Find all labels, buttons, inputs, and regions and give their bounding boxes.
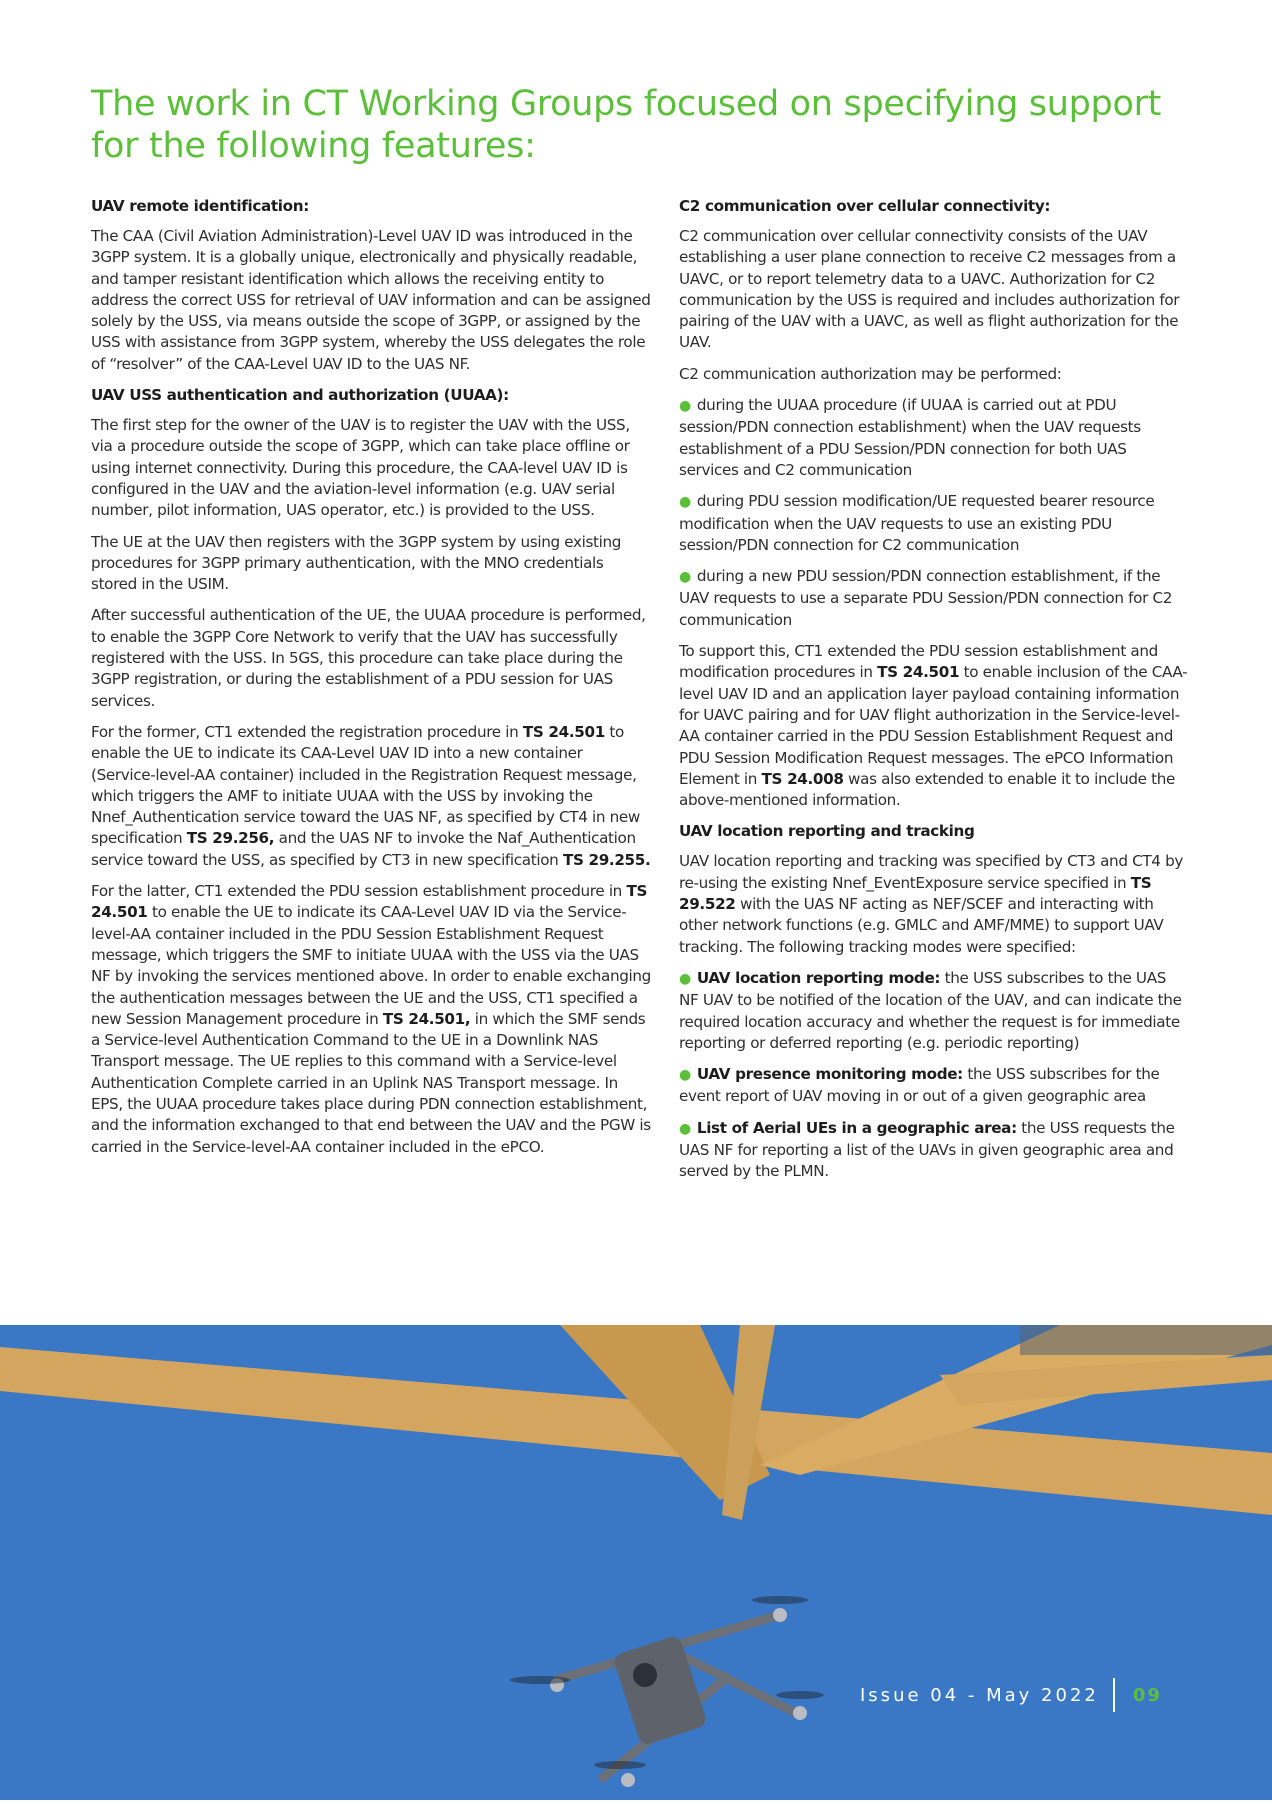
- text-run: The UE at the UAV then registers with the 3GPP system by using existing procedures for 3GPP primary authentication, with the MNO credentials stored in the USIM.: [91, 532, 622, 594]
- text-run: the USS requests the UAS NF for reporting a list of the UAVs in given geographic area and served by the PLMN.: [679, 1118, 1175, 1181]
- c2-lead: C2 communication authorization may be performed:: [679, 364, 1062, 383]
- text-run: For the former, CT1 extended the registration procedure in: [91, 722, 523, 741]
- location-intro: [679, 851, 1189, 957]
- c2-support: [679, 641, 1189, 811]
- spec-reference: TS 24.501,: [382, 1009, 471, 1028]
- bullet-item: [679, 1064, 1189, 1108]
- left-column: [91, 196, 651, 1168]
- text-run: the USS subscribes for the event report of UAV moving in or out of a given geographic area: [679, 1065, 1160, 1106]
- text-run: was also extended to enable it to include the above-mentioned information.: [679, 769, 1176, 810]
- bullet-dot-icon: ●: [679, 494, 691, 511]
- text-run: during the UUAA procedure (if UUAA is carried out at PDU session/PDN connection establishment) when the UAV requests establishment of a PDU Session/PDN connection for both UAS services and C2 communication: [679, 396, 1141, 479]
- spec-reference: TS 29.256,: [186, 829, 275, 848]
- bullet-item: [679, 968, 1189, 1054]
- issue-label: Issue 04 - May 2022: [860, 1684, 1099, 1706]
- text-run: UAV location reporting and tracking was specified by CT3 and CT4 by re-using the existing Nnef_EventExposure service specified in: [679, 852, 1183, 892]
- bullet-item: [679, 566, 1189, 631]
- c2-intro: C2 communication over cellular connectivity consists of the UAV establishing a user plane connection to receive C2 messages from a UAVC, or to report telemetry data to a UAVC. Authorization for C2 communication by the USS is required and includes authorization for pairing of the UAV with a UAVC, as well as flight authorization for the UAV.: [679, 227, 1180, 352]
- heading-uuaa: UAV USS authentication and authorization (UUAA):: [91, 386, 509, 405]
- spec-reference: TS 24.501: [522, 722, 605, 741]
- drone-photo-illustration: [0, 1325, 1272, 1800]
- spec-reference: List of Aerial UEs in a geographic area:: [696, 1118, 1017, 1137]
- bullet-dot-icon: ●: [679, 398, 691, 415]
- text-run: After successful authentication of the UE, the UUAA procedure is performed, to enable the 3GPP Core Network to verify that the UAV has successfully registered with the USS. In 5GS, this procedure can take place during the 3GPP registration, or during the establishment of a PDU session for UAS services.: [91, 606, 646, 710]
- text-run: For the latter, CT1 extended the PDU session establishment procedure in: [91, 882, 627, 901]
- footer-divider: [1113, 1678, 1115, 1712]
- text-run: in which the SMF sends a Service-level Authentication Command to the UE in a Downlink NAS Transport message. The UE replies to this command with a Service-level Authentication Complete carried in an Uplink NAS Transport message. In EPS, the UUAA procedure takes place during PDN connection establishment, and the information exchanged to that end between the UAV and the PGW is carried in the Service-level-AA container included in the ePCO.: [91, 1009, 651, 1156]
- paragraph: [91, 605, 651, 711]
- page-footer: [860, 1677, 1162, 1713]
- text-run: The first step for the owner of the UAV is to register the UAV with the USS, via a procedure outside the scope of 3GPP, which can take place offline or using internet connectivity. During this procedure, the CAA-level UAV ID is configured in the UAV and the aviation-level information (e.g. UAV serial number, pilot information, UAS operator, etc.) is provided to the USS.: [91, 416, 630, 520]
- text-run: during a new PDU session/PDN connection establishment, if the UAV requests to use a separate PDU Session/PDN connection for C2 communication: [679, 567, 1173, 629]
- spec-reference: TS 29.522: [679, 873, 1152, 914]
- text-run: with the UAS NF acting as NEF/SCEF and interacting with other network functions (e.g. GMLC and AMF/MME) to support UAV tracking. The following tracking modes were specified:: [679, 895, 1164, 956]
- text-run: during PDU session modification/UE requested bearer resource modification when the UAV requests to use an existing PDU session/PDN connection for C2 communication: [679, 492, 1155, 554]
- paragraph: [91, 881, 651, 1158]
- page-number: 09: [1132, 1684, 1162, 1706]
- page-title: The work in CT Working Groups focused on specifying support for the following features:: [91, 84, 1162, 166]
- right-column: [679, 196, 1189, 1193]
- heading-remote-id: UAV remote identification:: [91, 197, 309, 215]
- spec-reference: TS 24.008: [761, 769, 844, 788]
- text-run: to enable the UE to indicate its CAA-Level UAV ID into a new container (Service-level-AA container) included in the Registration Request message, which triggers the AMF to initiate UUAA with the USS by invoking the Nnef_Authentication service toward the UAS NF, as specified by CT4 in new specification: [91, 722, 640, 848]
- spec-reference: TS 24.501: [91, 882, 648, 922]
- paragraph: [91, 532, 651, 596]
- text-run: the USS subscribes to the UAS NF UAV to be notified of the location of the UAV, and can indicate the required location accuracy and whether the request is for immediate reporting or deferred reporting (e.g. periodic reporting): [679, 968, 1182, 1052]
- text-run: to enable inclusion of the CAA-level UAV ID and an application layer payload containing information for UAVC pairing and for UAV flight authorization in the Service-level-AA container carried in the PDU Session Establishment Request and PDU Session Modification Request messages. The ePCO Information Element in: [679, 663, 1188, 788]
- text-run: The CAA (Civil Aviation Administration)-Level UAV ID was introduced in the 3GPP system. It is a globally unique, electronically and physically readable, and tamper resistant identification which allows the receiving entity to address the correct USS for retrieval of UAV information and can be assigned solely by the USS, via means outside the scope of 3GPP, or assigned by the USS with assistance from 3GPP system, whereby the USS delegates the role of “resolver” of the CAA-Level UAV ID to the UAS NF.: [91, 227, 651, 373]
- text-run: to enable the UE to indicate its CAA-Level UAV ID via the Service-level-AA container included in the PDU Session Establishment Request message, which triggers the SMF to initiate UUAA with the USS via the UAS NF by invoking the services mentioned above. In order to enable exchanging the authentication messages between the UE and the USS, CT1 specified a new Session Management procedure in: [91, 903, 651, 1028]
- uuaa-body: [91, 415, 651, 1158]
- bullet-item: [679, 491, 1189, 556]
- text-run: To support this, CT1 extended the PDU session establishment and modification procedures in: [679, 642, 1158, 682]
- drone-photo: [0, 1325, 1272, 1800]
- paragraph: [91, 226, 651, 375]
- spec-reference: UAV presence monitoring mode:: [696, 1065, 963, 1084]
- heading-c2: C2 communication over cellular connectivity:: [679, 197, 1051, 215]
- bullet-dot-icon: ●: [679, 1120, 691, 1137]
- bullet-dot-icon: ●: [679, 970, 691, 987]
- bullet-item: [679, 395, 1189, 481]
- location-bullet-list: [679, 968, 1189, 1183]
- paragraph: [91, 722, 651, 871]
- paragraph: [91, 415, 651, 521]
- spec-reference: TS 29.255.: [562, 850, 651, 869]
- bullet-item: [679, 1118, 1189, 1183]
- text-run: and the UAS NF to invoke the Naf_Authentication service toward the USS, as specified by CT3 in new specification: [91, 829, 636, 869]
- bullet-dot-icon: ●: [679, 1067, 691, 1084]
- spec-reference: UAV location reporting mode:: [696, 968, 941, 987]
- c2-bullet-list: [679, 395, 1189, 631]
- remote-id-body: [91, 226, 651, 375]
- spec-reference: TS 24.501: [877, 663, 960, 682]
- grating: [1020, 1325, 1272, 1355]
- heading-location: UAV location reporting and tracking: [679, 822, 975, 841]
- bullet-dot-icon: ●: [679, 569, 691, 586]
